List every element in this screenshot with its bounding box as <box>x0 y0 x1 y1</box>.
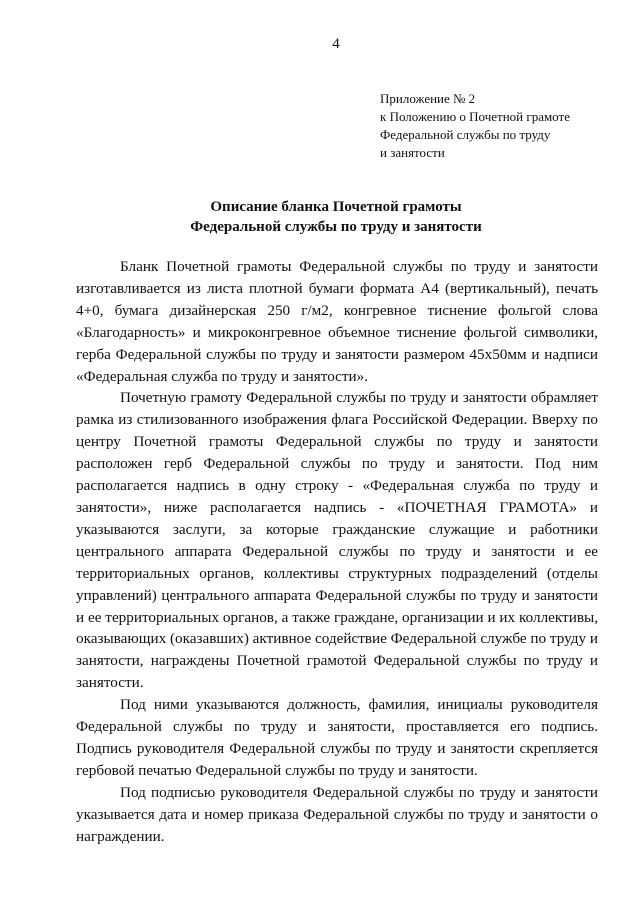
paragraph-3: Под ними указываются должность, фамилия, инициалы руководителя Федеральной службы по труду и занятости, проставляется его подпись. Подпись руководителя Федеральной службы по труду и занятости скрепляется гербовой печатью Федеральной службы по труду и занятости. <box>76 696 598 779</box>
page-number: 4 <box>332 36 340 52</box>
document-body <box>76 256 598 847</box>
document-title <box>0 197 640 237</box>
appendix-line-3: Федеральной службы по труду <box>380 127 551 142</box>
appendix-line-2: к Положению о Почетной грамоте <box>380 109 570 124</box>
appendix-line-4: и занятости <box>380 145 445 160</box>
paragraph-4: Под подписью руководителя Федеральной службы по труду и занятости указывается дата и номер приказа Федеральной службы по труду и занятости о награждении. <box>76 783 598 845</box>
title-line-2: Федеральной службы по труду и занятости <box>190 219 482 235</box>
title-line-1: Описание бланка Почетной грамоты <box>210 199 462 215</box>
appendix-line-1: Приложение № 2 <box>380 91 476 106</box>
paragraph-2: Почетную грамоту Федеральной службы по труду и занятости обрамляет рамка из стилизованного изображения флага Российской Федерации. Вверху по центру Почетной грамоты Федеральной службы по труду и занятости расположен герб Федеральной службы по труду и занятости. Под ним располагается надпись в одну строку - «Федеральная служба по труду и занятости», ниже располагается надпись - «ПОЧЕТНАЯ ГРАМОТА» и указываются заслуги, за которые гражданские служащие и работники центрального аппарата Федеральной службы по труду и занятости и ее территориальных органов, коллективы структурных подразделений (отделы управлений) центрального аппарата Федеральной службы по труду и занятости и ее территориальных органов, а также граждане, организации и их коллективы, оказывающих (оказавших) активное содействие Федеральной службе по труду и занятости, награждены Почетной грамотой Федеральной службы по труду и занятости. <box>76 389 599 692</box>
paragraph-1: Бланк Почетной грамоты Федеральной службы по труду и занятости изготавливается из листа плотной бумаги формата А4 (вертикальный), печать 4+0, бумага дизайнерская 250 г/м2, конгревное тиснение фольгой слова «Благодарность» и микроконгревное объемное тиснение фольгой символики, герба Федеральной службы по труду и занятости размером 45х50мм и надписи «Федеральная служба по труду и занятости». <box>76 258 598 385</box>
appendix-header <box>380 90 570 162</box>
